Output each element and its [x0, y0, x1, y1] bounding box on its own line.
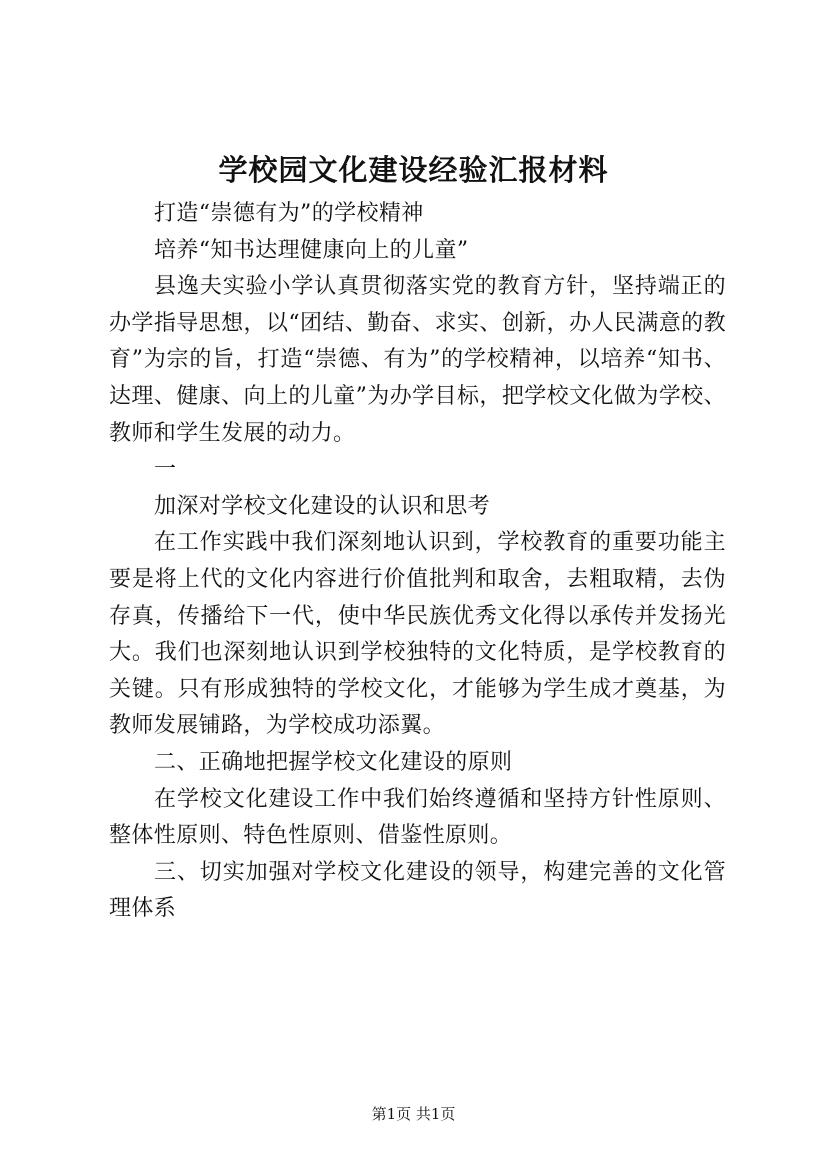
paragraph-intro: 县逸夫实验小学认真贯彻落实党的教育方针，坚持端正的办学指导思想，以“团结、勤奋、求实、创新，办人民满意的教育”为宗的旨，打造“崇德、有为”的学校精神，以培养“知书、达理、健康、向上的儿童”为办学目标，把学校文化做为学校、教师和学生发展的动力。 [109, 274, 726, 446]
section-heading-1: 加深对学校文化建设的认识和思考 [154, 493, 491, 519]
document-body [109, 196, 726, 928]
section-heading-3: 三、切实加强对学校文化建设的领导，构建完善的文化管理体系 [109, 859, 726, 922]
paragraph-section-2: 在学校文化建设工作中我们始终遵循和坚持方针性原则、整体性原则、特色性原则、借鉴性原则。 [109, 786, 726, 849]
section-number-one: 一 [154, 457, 177, 483]
paragraph-section-1: 在工作实践中我们深刻地认识到，学校教育的重要功能主要是将上代的文化内容进行价值批判和取舍，去粗取精，去伪存真，传播给下一代，使中华民族优秀文化得以承传并发扬光大。我们也深刻地认识到学校独特的文化特质，是学校教育的关键。只有形成独特的学校文化，才能够为学生成才奠基，为教师发展铺路，为学校成功添翼。 [109, 530, 726, 739]
paragraph-slogan-2: 培养“知书达理健康向上的儿童” [154, 237, 469, 263]
section-heading-2: 二、正确地把握学校文化建设的原则 [154, 749, 513, 775]
document-title: 学校园文化建设经验汇报材料 [218, 153, 609, 187]
paragraph-slogan-1: 打造“崇德有为”的学校精神 [154, 201, 424, 226]
page-footer: 第1页 共1页 [371, 1105, 456, 1123]
